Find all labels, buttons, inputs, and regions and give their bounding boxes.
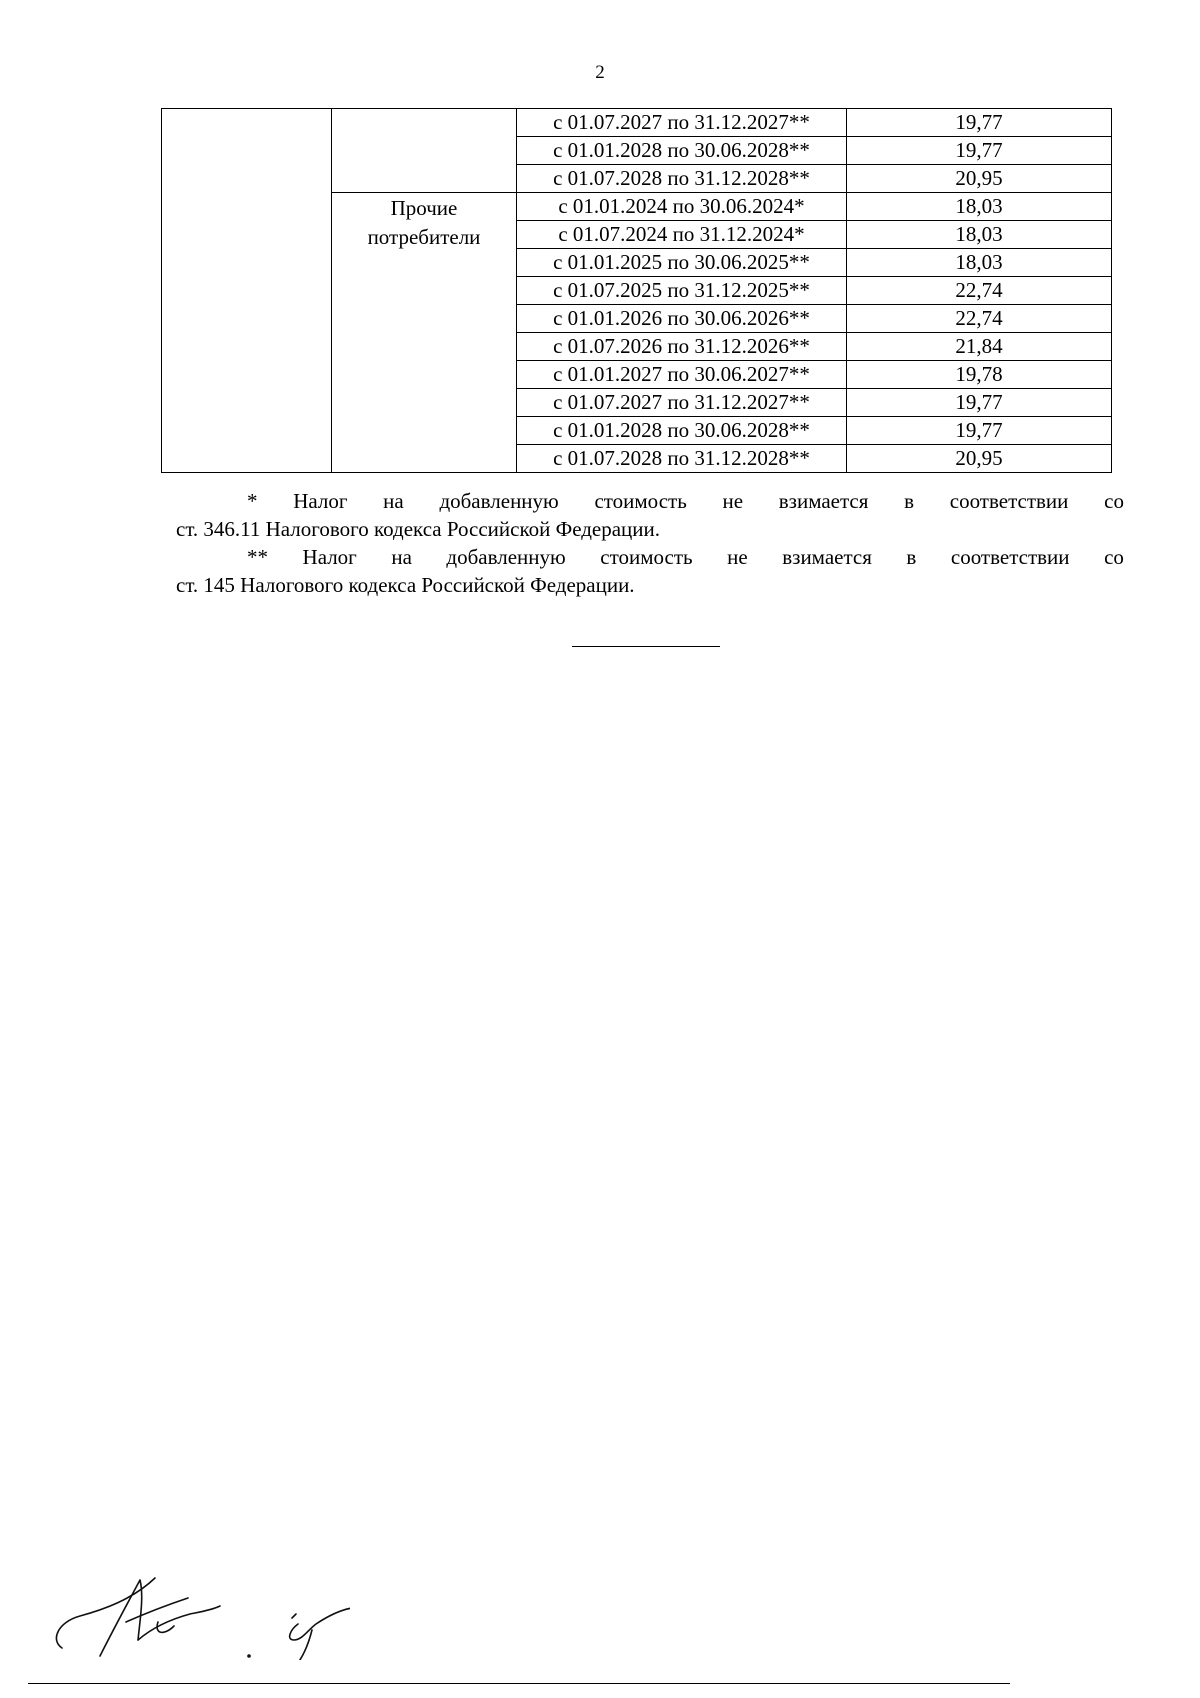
period-cell: с 01.01.2024 по 30.06.2024* (517, 193, 847, 221)
footnote-word: со (1104, 545, 1124, 569)
end-separator-line (572, 646, 720, 647)
footnote-word: добавленную (439, 489, 559, 513)
footnote-word: добавленную (446, 545, 566, 569)
footnote-continuation: ст. 346.11 Налогового кодекса Российской Федерации. (176, 517, 661, 541)
footnote-word: на (383, 489, 404, 513)
blank-category-cell (162, 109, 332, 473)
bottom-rule-line (28, 1683, 1010, 1684)
period-cell: с 01.07.2024 по 31.12.2024* (517, 221, 847, 249)
footnote-word: не (722, 489, 744, 513)
tariff-value-cell: 22,74 (847, 305, 1112, 333)
footnote-continuation: ст. 145 Налогового кодекса Российской Федерации. (176, 573, 635, 597)
footnote-word: Налог (302, 545, 357, 569)
period-cell: с 01.07.2028 по 31.12.2028** (517, 445, 847, 473)
tariff-value-cell: 21,84 (847, 333, 1112, 361)
tariff-value-cell: 22,74 (847, 277, 1112, 305)
footnote-word: на (391, 545, 412, 569)
footnotes (176, 487, 1124, 599)
period-cell: с 01.07.2028 по 31.12.2028** (517, 165, 847, 193)
period-cell: с 01.01.2028 по 30.06.2028** (517, 417, 847, 445)
period-cell: с 01.07.2027 по 31.12.2027** (517, 109, 847, 137)
footnote-word: соответствии (950, 545, 1070, 569)
footnote-word: не (727, 545, 748, 569)
footnote-word: в (904, 489, 915, 513)
table-row (162, 109, 1112, 137)
tariff-value-cell: 19,77 (847, 417, 1112, 445)
tariff-table (161, 108, 1112, 473)
period-cell: с 01.07.2026 по 31.12.2026** (517, 333, 847, 361)
blank-consumer-cell (332, 109, 517, 193)
period-cell: с 01.01.2028 по 30.06.2028** (517, 137, 847, 165)
tariff-value-cell: 18,03 (847, 249, 1112, 277)
footnote-vat-346-11 (176, 487, 1124, 543)
tariff-value-cell: 19,77 (847, 109, 1112, 137)
handwritten-signature (40, 1570, 350, 1660)
period-cell: с 01.07.2025 по 31.12.2025** (517, 277, 847, 305)
footnote-vat-145 (176, 543, 1124, 599)
footnote-word: стоимость (594, 489, 687, 513)
footnote-word: в (906, 545, 917, 569)
tariff-value-cell: 20,95 (847, 445, 1112, 473)
page-number: 2 (595, 62, 605, 83)
tariff-value-cell: 19,77 (847, 389, 1112, 417)
period-cell: с 01.07.2027 по 31.12.2027** (517, 389, 847, 417)
footnote-word: ** (247, 545, 268, 569)
period-cell: с 01.01.2026 по 30.06.2026** (517, 305, 847, 333)
footnote-word: соответствии (949, 489, 1069, 513)
tariff-value-cell: 18,03 (847, 193, 1112, 221)
footnote-word: Налог (293, 489, 348, 513)
tariff-value-cell: 19,78 (847, 361, 1112, 389)
footnote-word: со (1104, 489, 1124, 513)
footnote-first-line (176, 543, 1124, 571)
footnote-word: взимается (782, 545, 872, 569)
footnote-word: взимается (778, 489, 869, 513)
tariff-value-cell: 20,95 (847, 165, 1112, 193)
tariff-value-cell: 19,77 (847, 137, 1112, 165)
tariff-table-body (162, 109, 1112, 473)
footnote-word: * (247, 489, 258, 513)
footnote-first-line (176, 487, 1124, 515)
consumer-group-cell: Прочие потребители (332, 193, 517, 473)
footnote-word: стоимость (600, 545, 693, 569)
period-cell: с 01.01.2025 по 30.06.2025** (517, 249, 847, 277)
period-cell: с 01.01.2027 по 30.06.2027** (517, 361, 847, 389)
tariff-value-cell: 18,03 (847, 221, 1112, 249)
